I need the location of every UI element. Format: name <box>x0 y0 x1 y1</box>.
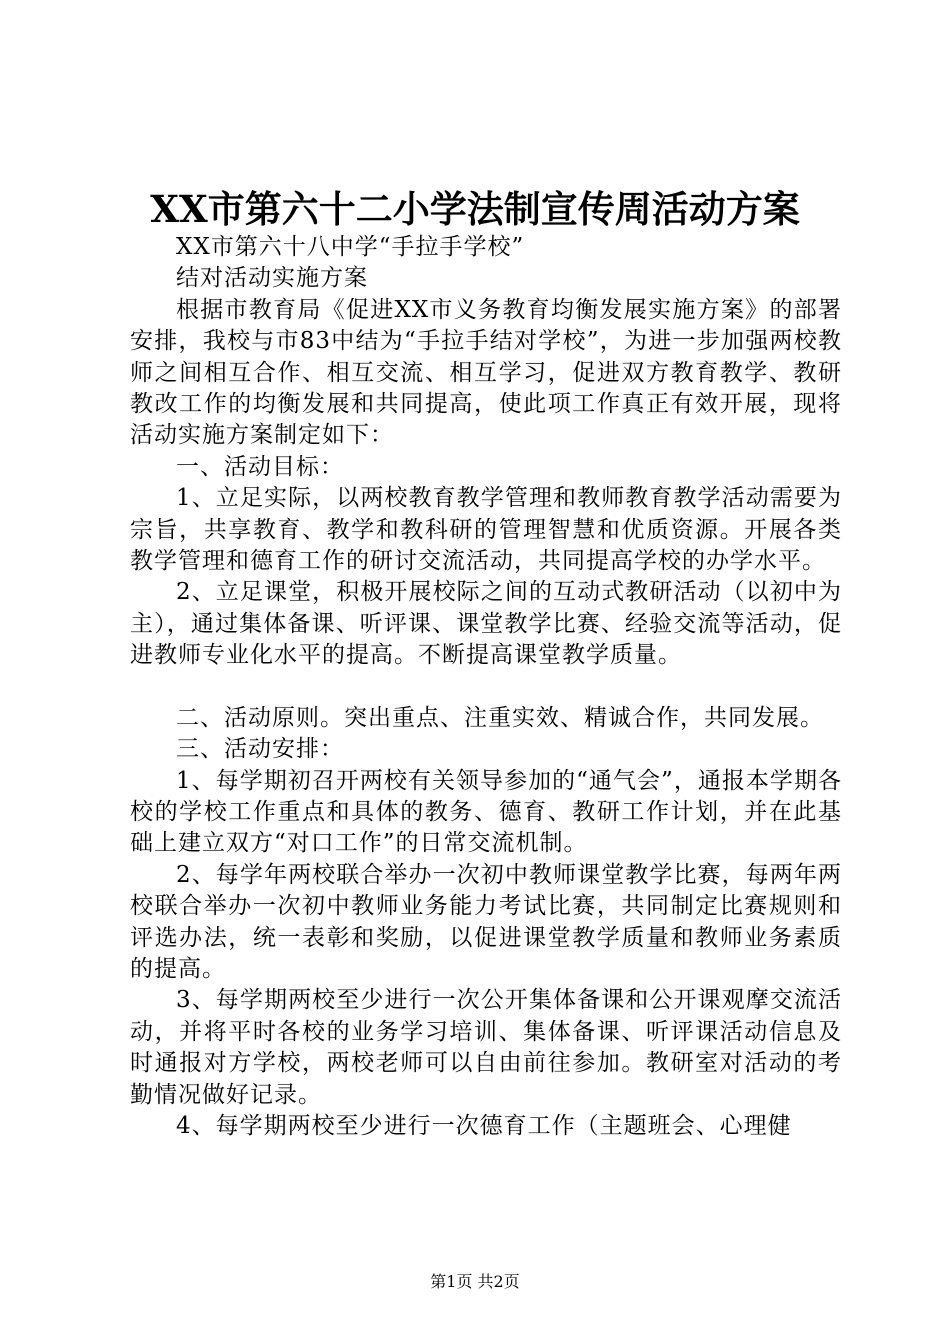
document-title: XX市第六十二小学法制宣传周活动方案 <box>150 187 800 231</box>
paragraph-arrangement-3: 3、每学期两校至少进行一次公开集体备课和公开课观摩交流活动，并将平时各校的业务学习培训、集体备课、听评课活动信息及时通报对方学校，两校老师可以自由前往参加。教研室对活动的考勤情况做好记录。 <box>130 987 842 1108</box>
section-heading-arrangements: 三、活动安排： <box>176 736 344 763</box>
paragraph-subtitle-plan: 结对活动实施方案 <box>176 265 368 292</box>
paragraph-arrangement-1: 1、每学期初召开两校有关领导参加的“通气会”，通报本学期各校的学校工作重点和具体的教务、德育、教研工作计划，并在此基础上建立双方“对口工作”的日常交流机制。 <box>130 767 842 857</box>
page-footer: 第1页 共2页 <box>430 1272 520 1291</box>
paragraph-subtitle-school: XX市第六十八中学“手拉手学校” <box>176 234 525 260</box>
document-body <box>130 232 842 1142</box>
paragraph-arrangement-2: 2、每学年两校联合举办一次初中教师课堂教学比赛，每两年两校联合举办一次初中教师业务能力考试比赛，共同制定比赛规则和评选办法，统一表彰和奖励，以促进课堂教学质量和教师业务素质的提高。 <box>130 861 842 982</box>
paragraph-goal-1: 1、立足实际，以两校教育教学管理和教师教育教学活动需要为宗旨，共享教育、教学和教科研的管理智慧和优质资源。开展各类教学管理和德育工作的研讨交流活动，共同提高学校的办学水平。 <box>130 485 842 575</box>
paragraph-arrangement-4: 4、每学期两校至少进行一次德育工作（主题班会、心理健 <box>176 1112 792 1139</box>
section-heading-principles: 二、活动原则。突出重点、注重实效、精诚合作，共同发展。 <box>176 704 824 731</box>
paragraph-goal-2: 2、立足课堂，积极开展校际之间的互动式教研活动（以初中为主），通过集体备课、听评课、课堂教学比赛、经验交流等活动，促进教师专业化水平的提高。不断提高课堂教学质量。 <box>130 579 842 669</box>
section-heading-goals: 一、活动目标： <box>176 453 344 480</box>
paragraph-intro: 根据市教育局《促进XX市义务教育均衡发展实施方案》的部署安排，我校与市83中结为“手拉手结对学校”，为进一步加强两校教师之间相互合作、相互交流、相互学习，促进双方教育教学、教研教改工作的均衡发展和共同提高，使此项工作真正有效开展，现将活动实施方案制定如下： <box>130 296 842 449</box>
